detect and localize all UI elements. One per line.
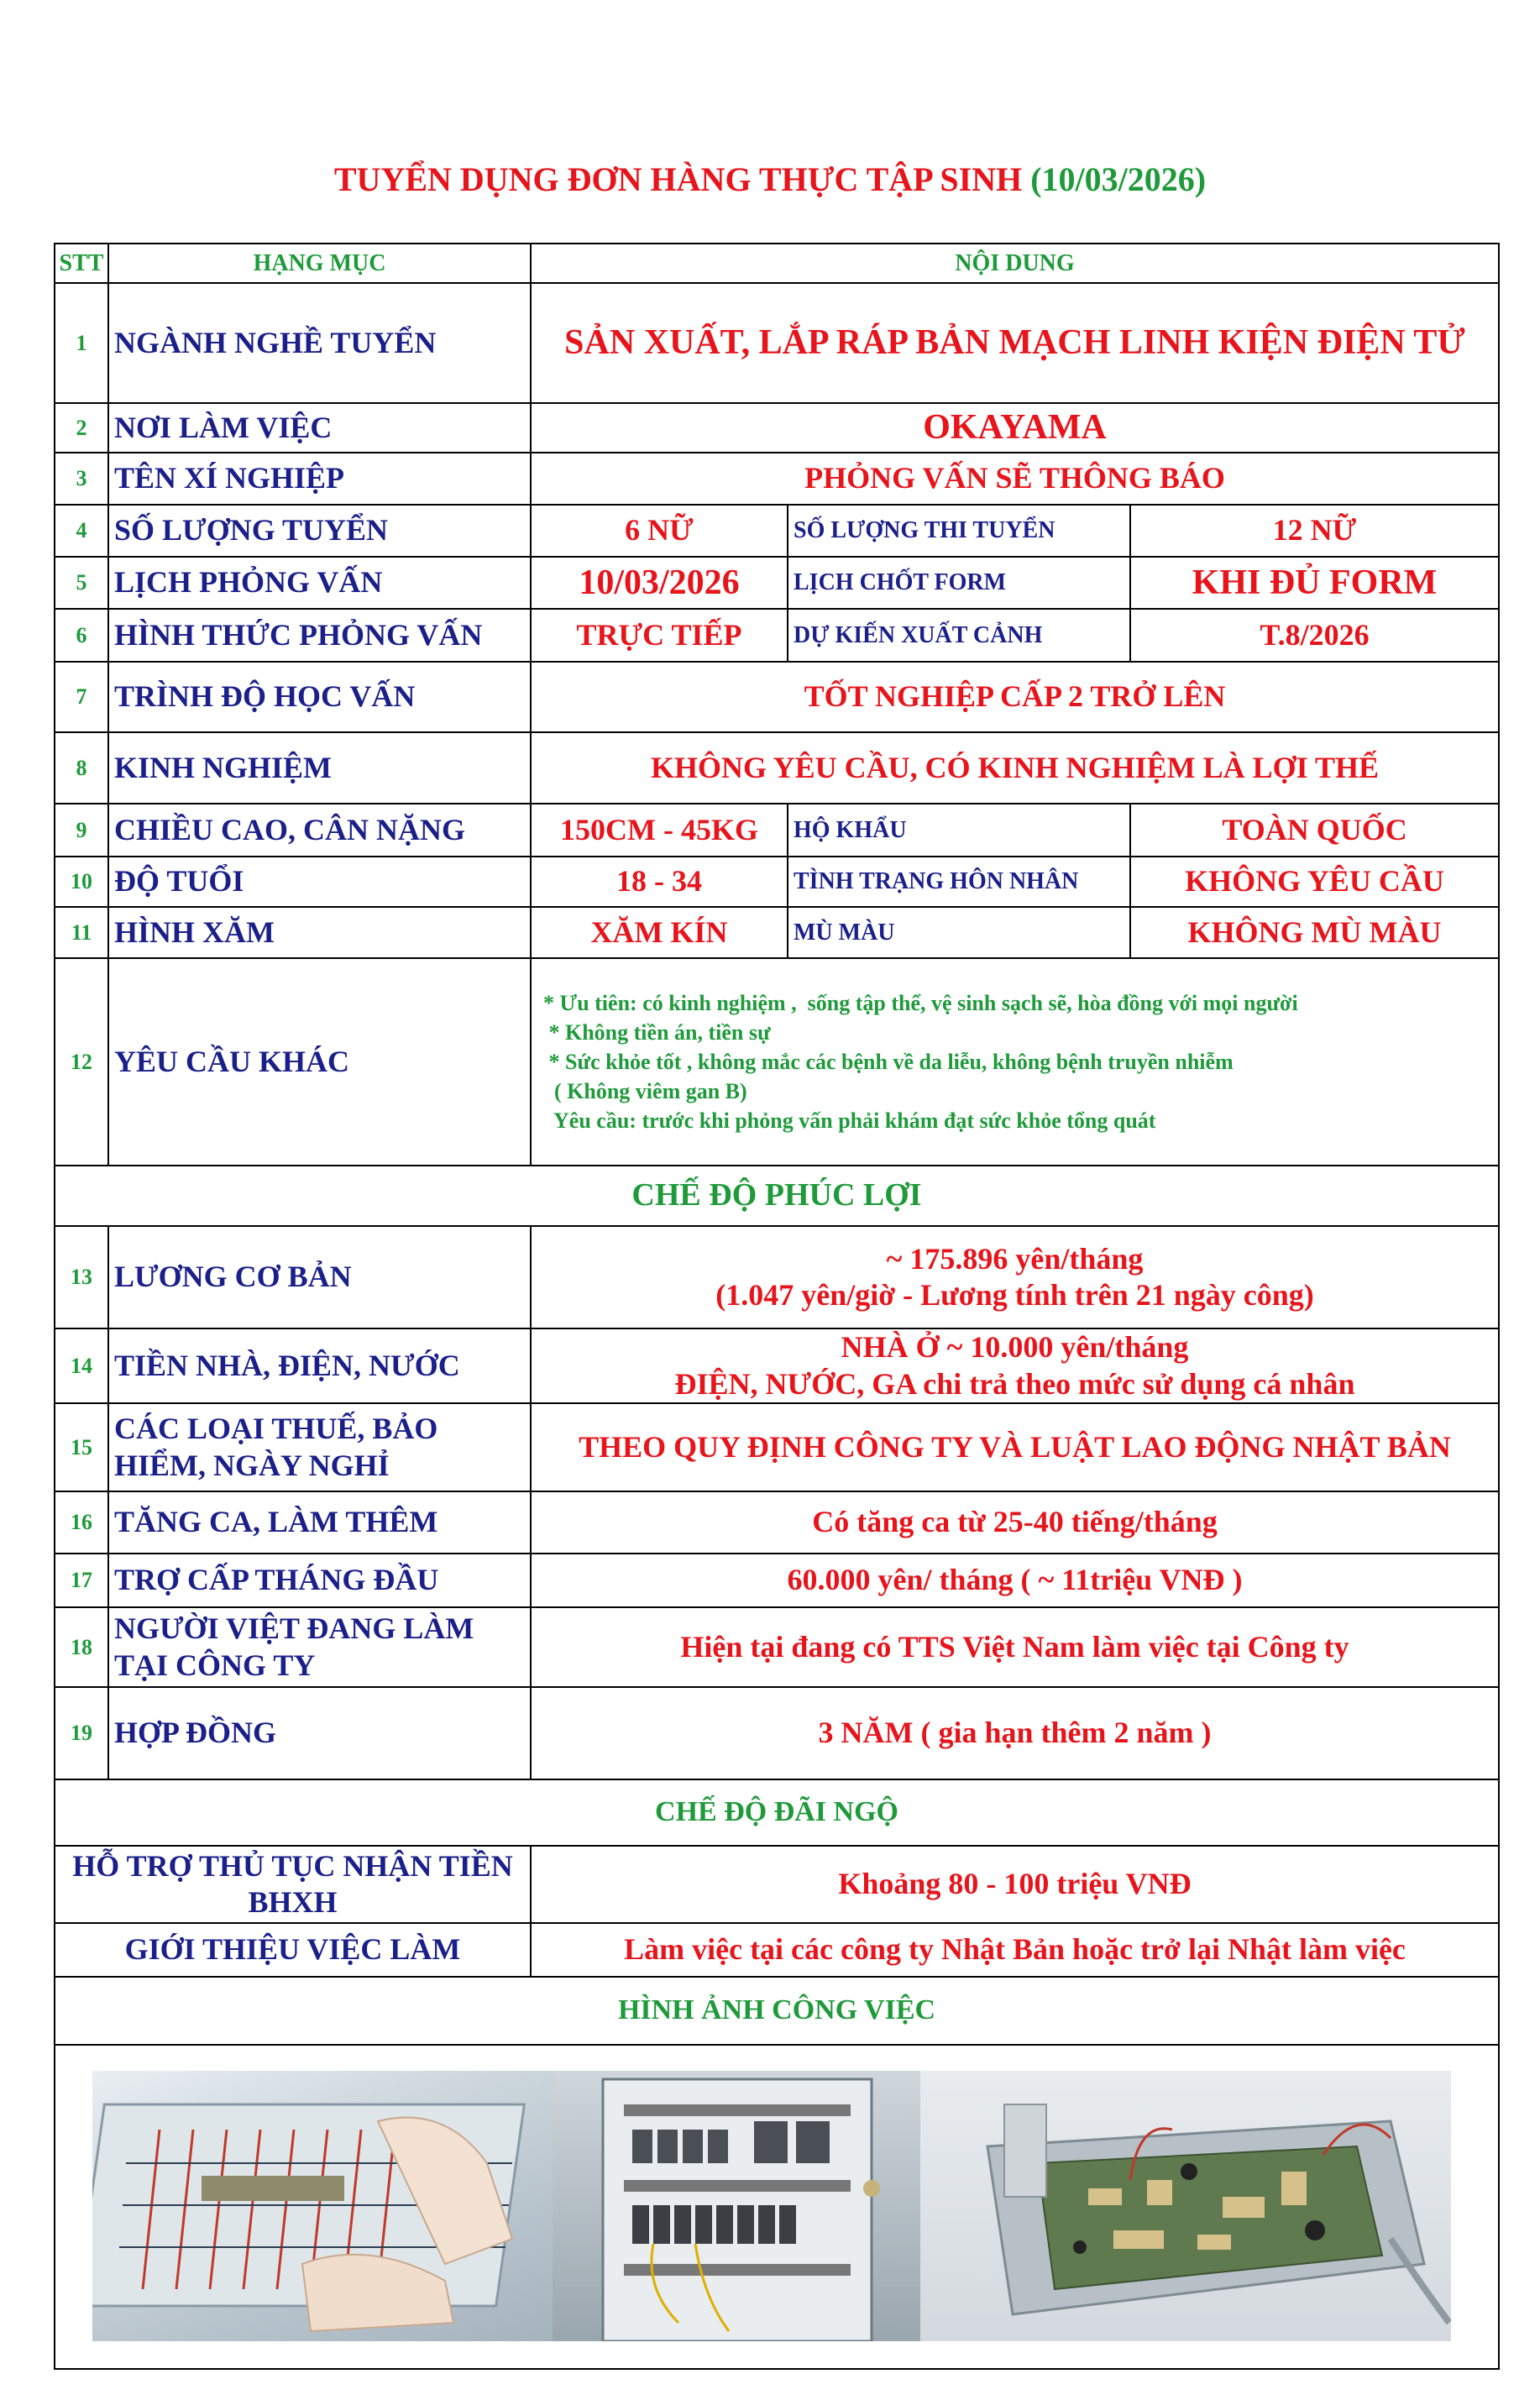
row-label (108, 1403, 531, 1491)
row-value: 6 NỮ (531, 505, 788, 557)
table-row (55, 907, 1499, 958)
row-label (55, 1846, 531, 1923)
row-number: 9 (55, 804, 108, 857)
row-number: 11 (55, 907, 108, 958)
row-label: HỢP ĐỒNG (108, 1687, 531, 1779)
row-sub-label: HỘ KHẨU (788, 804, 1130, 857)
table-row (55, 1846, 1499, 1923)
table-row (55, 662, 1499, 732)
table-row (55, 958, 1499, 1166)
row-value: 60.000 yên/ tháng ( ~ 11triệu VNĐ ) (531, 1554, 1499, 1607)
title-main: TUYỂN DỤNG ĐƠN HÀNG THỰC TẬP SINH (333, 160, 1023, 198)
row-number: 7 (55, 662, 108, 732)
section-row (55, 1779, 1499, 1846)
table-row (55, 1923, 1499, 1977)
label-line: CÁC LOẠI THUẾ, BẢO (114, 1412, 438, 1446)
table-row (55, 857, 1499, 907)
row-number: 19 (55, 1687, 108, 1779)
table-row (55, 804, 1499, 857)
label-line: HIỂM, NGÀY NGHỈ (114, 1448, 390, 1482)
row-label: TĂNG CA, LÀM THÊM (108, 1491, 531, 1554)
page-title (0, 160, 1540, 199)
job-table (54, 243, 1500, 2370)
row-label: TRỢ CẤP THÁNG ĐẦU (108, 1554, 531, 1607)
header-row (55, 244, 1499, 283)
requirements-notes (531, 958, 1499, 1166)
row-label: GIỚI THIỆU VIỆC LÀM (55, 1923, 531, 1977)
row-label: LƯƠNG CƠ BẢN (108, 1226, 531, 1328)
note-line: * Không tiền án, tiền sự (543, 1019, 771, 1045)
row-number: 15 (55, 1403, 108, 1491)
row-sub-label: DỰ KIẾN XUẤT CẢNH (788, 609, 1130, 662)
table-row (55, 453, 1499, 505)
table-row (55, 609, 1499, 662)
row-value: KHÔNG YÊU CẦU, CÓ KINH NGHIỆM LÀ LỢI THẾ (531, 732, 1499, 804)
table-row (55, 1491, 1499, 1554)
row-sub-value: 12 NỮ (1130, 505, 1499, 557)
row-value: 3 NĂM ( gia hạn thêm 2 năm ) (531, 1687, 1499, 1779)
table-row (55, 1226, 1499, 1328)
label-line: HỖ TRỢ THỦ TỤC NHẬN TIỀN (72, 1848, 513, 1883)
label-line: NGƯỜI VIỆT ĐANG LÀM (114, 1611, 474, 1646)
row-number: 14 (55, 1328, 108, 1403)
section-work-images: HÌNH ẢNH CÔNG VIỆC (55, 1977, 1499, 2045)
row-sub-value: KHI ĐỦ FORM (1130, 557, 1499, 609)
row-number: 8 (55, 732, 108, 804)
value-line: ĐIỆN, NƯỚC, GA chi trả theo mức sử dụng cá nhân (674, 1366, 1355, 1401)
note-line: Yêu cầu: trước khi phỏng vấn phải khám đạt sức khỏe tổng quát (543, 1108, 1156, 1134)
table-row (55, 732, 1499, 804)
section-benefits: CHẾ ĐỘ PHÚC LỢI (55, 1166, 1499, 1226)
row-value: 18 - 34 (531, 857, 788, 907)
value-line: (1.047 yên/giờ - Lương tính trên 21 ngày công) (715, 1278, 1314, 1312)
row-value: TRỰC TIẾP (531, 609, 788, 662)
row-sub-label: SỐ LƯỢNG THI TUYỂN (788, 505, 1130, 557)
row-value: THEO QUY ĐỊNH CÔNG TY VÀ LUẬT LAO ĐỘNG NHẬT BẢN (531, 1403, 1499, 1491)
row-value: 10/03/2026 (531, 557, 788, 609)
row-label: ĐỘ TUỔI (108, 857, 531, 907)
header-category: HẠNG MỤC (108, 244, 531, 283)
photos-row (55, 2045, 1499, 2369)
row-value (531, 1328, 1499, 1403)
row-label: NƠI LÀM VIỆC (108, 403, 531, 453)
row-number: 4 (55, 505, 108, 557)
row-label: YÊU CẦU KHÁC (108, 958, 531, 1166)
section-row (55, 1166, 1499, 1226)
header-stt: STT (55, 244, 108, 283)
row-number: 17 (55, 1554, 108, 1607)
table-row (55, 1687, 1499, 1779)
row-label: NGÀNH NGHỀ TUYỂN (108, 283, 531, 403)
value-line: NHÀ Ở ~ 10.000 yên/tháng (841, 1330, 1189, 1365)
row-label: LỊCH PHỎNG VẤN (108, 557, 531, 609)
row-value: PHỎNG VẤN SẼ THÔNG BÁO (531, 453, 1499, 505)
title-date: (10/03/2026) (1030, 160, 1207, 198)
note-line: * Sức khỏe tốt , không mắc các bệnh về da liễu, không bệnh truyền nhiễm (543, 1049, 1234, 1074)
table-row (55, 1403, 1499, 1491)
row-label: CHIỀU CAO, CÂN NẶNG (108, 804, 531, 857)
row-label (108, 1607, 531, 1687)
row-number: 3 (55, 453, 108, 505)
row-number: 6 (55, 609, 108, 662)
table-row (55, 283, 1499, 403)
photos-cell (55, 2045, 1499, 2369)
label-line: BHXH (248, 1885, 338, 1919)
row-value (531, 1226, 1499, 1328)
table-row (55, 1328, 1499, 1403)
header-content: NỘI DUNG (531, 244, 1499, 283)
row-value: Có tăng ca từ 25-40 tiếng/tháng (531, 1491, 1499, 1554)
row-number: 1 (55, 283, 108, 403)
photo-control-panel (553, 2071, 920, 2341)
row-number: 16 (55, 1491, 108, 1554)
row-sub-label: MÙ MÀU (788, 907, 1130, 958)
row-value: OKAYAMA (531, 403, 1499, 453)
row-label: HÌNH THỨC PHỎNG VẤN (108, 609, 531, 662)
row-value: 150CM - 45KG (531, 804, 788, 857)
row-sub-label: TÌNH TRẠNG HÔN NHÂN (788, 857, 1130, 907)
photo-circuit-assembly (92, 2071, 553, 2341)
table-row (55, 557, 1499, 609)
row-number: 18 (55, 1607, 108, 1687)
row-label: TÊN XÍ NGHIỆP (108, 453, 531, 505)
row-number: 12 (55, 958, 108, 1166)
row-value: XĂM KÍN (531, 907, 788, 958)
row-value: SẢN XUẤT, LẮP RÁP BẢN MẠCH LINH KIỆN ĐIỆN TỬ (531, 283, 1499, 403)
note-line: * Ưu tiên: có kinh nghiệm , sống tập thể, vệ sinh sạch sẽ, hòa đồng với mọi người (543, 990, 1298, 1015)
table-row (55, 505, 1499, 557)
row-value: TỐT NGHIỆP CẤP 2 TRỞ LÊN (531, 662, 1499, 732)
row-number: 13 (55, 1226, 108, 1328)
row-number: 2 (55, 403, 108, 453)
row-number: 10 (55, 857, 108, 907)
table-row (55, 1554, 1499, 1607)
row-label: TIỀN NHÀ, ĐIỆN, NƯỚC (108, 1328, 531, 1403)
value-line: ~ 175.896 yên/tháng (886, 1241, 1144, 1276)
note-line: ( Không viêm gan B) (543, 1079, 747, 1104)
row-value: Làm việc tại các công ty Nhật Bản hoặc trở lại Nhật làm việc (531, 1923, 1499, 1977)
work-photos (92, 2071, 1468, 2341)
label-line: TẠI CÔNG TY (114, 1648, 316, 1682)
row-number: 5 (55, 557, 108, 609)
section-row (55, 1977, 1499, 2045)
row-sub-value: TOÀN QUỐC (1130, 804, 1499, 857)
row-label: TRÌNH ĐỘ HỌC VẤN (108, 662, 531, 732)
row-label: SỐ LƯỢNG TUYỂN (108, 505, 531, 557)
row-sub-value: KHÔNG YÊU CẦU (1130, 857, 1499, 907)
row-value: Hiện tại đang có TTS Việt Nam làm việc tại Công ty (531, 1607, 1499, 1687)
row-sub-value: T.8/2026 (1130, 609, 1499, 662)
table-row (55, 403, 1499, 453)
photo-electronic-board (920, 2071, 1451, 2341)
table-row (55, 1607, 1499, 1687)
section-treatment: CHẾ ĐỘ ĐÃI NGỘ (55, 1779, 1499, 1846)
row-sub-label: LỊCH CHỐT FORM (788, 557, 1130, 609)
row-label: HÌNH XĂM (108, 907, 531, 958)
row-sub-value: KHÔNG MÙ MÀU (1130, 907, 1499, 958)
row-value: Khoảng 80 - 100 triệu VNĐ (531, 1846, 1499, 1923)
row-label: KINH NGHIỆM (108, 732, 531, 804)
